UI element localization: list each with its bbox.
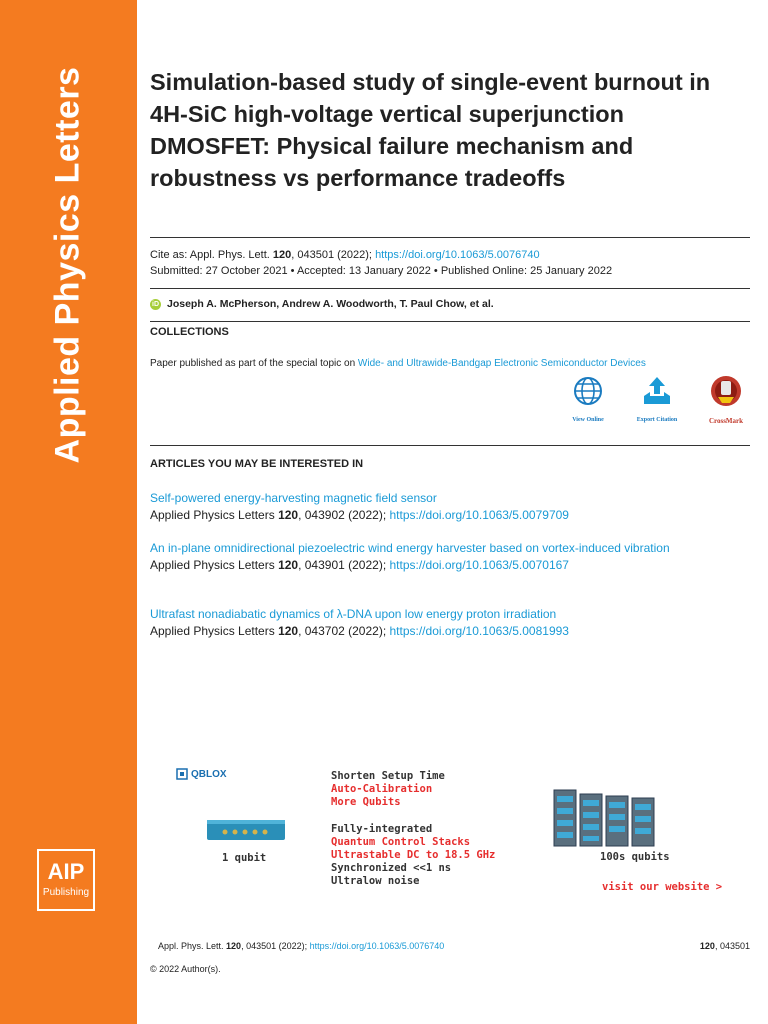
orcid-icon[interactable]: iD: [152, 300, 159, 308]
view-online-label: View Online: [572, 417, 604, 423]
related-article-doi[interactable]: https://doi.org/10.1063/5.0081993: [389, 624, 569, 638]
divider: [150, 237, 750, 238]
related-articles-heading: ARTICLES YOU MAY BE INTERESTED IN: [150, 458, 364, 470]
doi-link[interactable]: https://doi.org/10.1063/5.0076740: [375, 249, 540, 261]
related-article-title[interactable]: An in-plane omnidirectional piezoelectric wind energy harvester based on vortex-induced vibration: [150, 541, 670, 555]
related-article: Ultrafast nonadiabatic dynamics of λ-DNA upon low energy proton irradiation Applied Physics Letters 120, 043702 (2022); https://doi.org/10.1063/5.0081993: [150, 606, 750, 640]
related-article: An in-plane omnidirectional piezoelectric wind energy harvester based on vortex-induced vibration Applied Physics Letters 120, 043901 (2022); https://doi.org/10.1063/5.0070167: [150, 540, 750, 574]
view-online-button[interactable]: [558, 374, 618, 423]
journal-sidebar: [0, 0, 137, 1024]
globe-icon: [571, 374, 605, 408]
collections-heading: COLLECTIONS: [150, 326, 229, 338]
aip-logo-sub: Publishing: [42, 887, 90, 898]
visit-website-link[interactable]: visit our website >: [602, 881, 723, 893]
related-article-title[interactable]: Self-powered energy-harvesting magnetic field sensor: [150, 491, 437, 505]
rack-systems-icon: [550, 786, 666, 850]
qblox-brand: QBLOX: [176, 768, 227, 780]
aip-publishing-logo[interactable]: [37, 849, 95, 911]
export-citation-button[interactable]: [627, 374, 687, 423]
export-icon: [640, 374, 674, 408]
hundreds-qubits-caption: 100s qubits: [600, 851, 670, 863]
copyright: © 2022 Author(s).: [150, 964, 221, 974]
publication-dates: Submitted: 27 October 2021 • Accepted: 13 January 2022 • Published Online: 25 January 2022: [150, 265, 613, 277]
export-citation-label: Export Citation: [636, 417, 678, 423]
related-article-doi[interactable]: https://doi.org/10.1063/5.0079709: [389, 508, 569, 522]
footer-citation: Appl. Phys. Lett. 120, 043501 (2022); https://doi.org/10.1063/5.0076740: [158, 941, 445, 951]
divider: [150, 321, 750, 322]
one-qubit-caption: 1 qubit: [222, 852, 267, 864]
authors-line: [150, 298, 494, 310]
ad-copy: Shorten Setup Time Auto-Calibration More Qubits Fully-integrated Quantum Control Stacks Ultrastable DC to 18.5 GHz Synchronized <<1 ns Ultralow noise: [331, 770, 496, 887]
qblox-advertisement[interactable]: [150, 760, 750, 910]
aip-logo-main: AIP: [47, 859, 85, 884]
footer-doi-link[interactable]: https://doi.org/10.1063/5.0076740: [309, 941, 445, 951]
divider: [150, 288, 750, 289]
crossmark-label: CrossMark: [708, 417, 744, 425]
citation-line: Cite as: Appl. Phys. Lett. 120, 043501 (2022); https://doi.org/10.1063/5.0076740: [150, 249, 540, 261]
citation-block: [150, 247, 612, 279]
paper-title: Simulation-based study of single-event burnout in 4H-SiC high-voltage vertical superjunction DMOSFET: Physical failure mechanism and robustness vs performance tradeoffs: [150, 69, 711, 191]
special-topic-link[interactable]: Wide- and Ultrawide-Bandgap Electronic Semiconductor Devices: [357, 358, 646, 369]
authors-text[interactable]: Joseph A. McPherson, Andrew A. Woodworth, T. Paul Chow, et al.: [167, 298, 494, 310]
single-qubit-device-icon: [205, 816, 287, 844]
related-article: Self-powered energy-harvesting magnetic field sensor Applied Physics Letters 120, 043902 (2022); https://doi.org/10.1063/5.0079709: [150, 490, 750, 524]
related-article-title[interactable]: Ultrafast nonadiabatic dynamics of λ-DNA upon low energy proton irradiation: [150, 607, 557, 621]
page-number: 120, 043501: [699, 941, 750, 951]
qblox-logo-icon: [176, 768, 188, 780]
journal-name: Applied Physics Letters: [48, 66, 87, 464]
special-topic: Paper published as part of the special topic on Wide- and Ultrawide-Bandgap Electronic Semiconductor Devices: [150, 358, 646, 369]
crossmark-icon: [709, 374, 743, 408]
related-article-doi[interactable]: https://doi.org/10.1063/5.0070167: [389, 558, 569, 572]
crossmark-button[interactable]: [696, 374, 756, 425]
divider: [150, 445, 750, 446]
